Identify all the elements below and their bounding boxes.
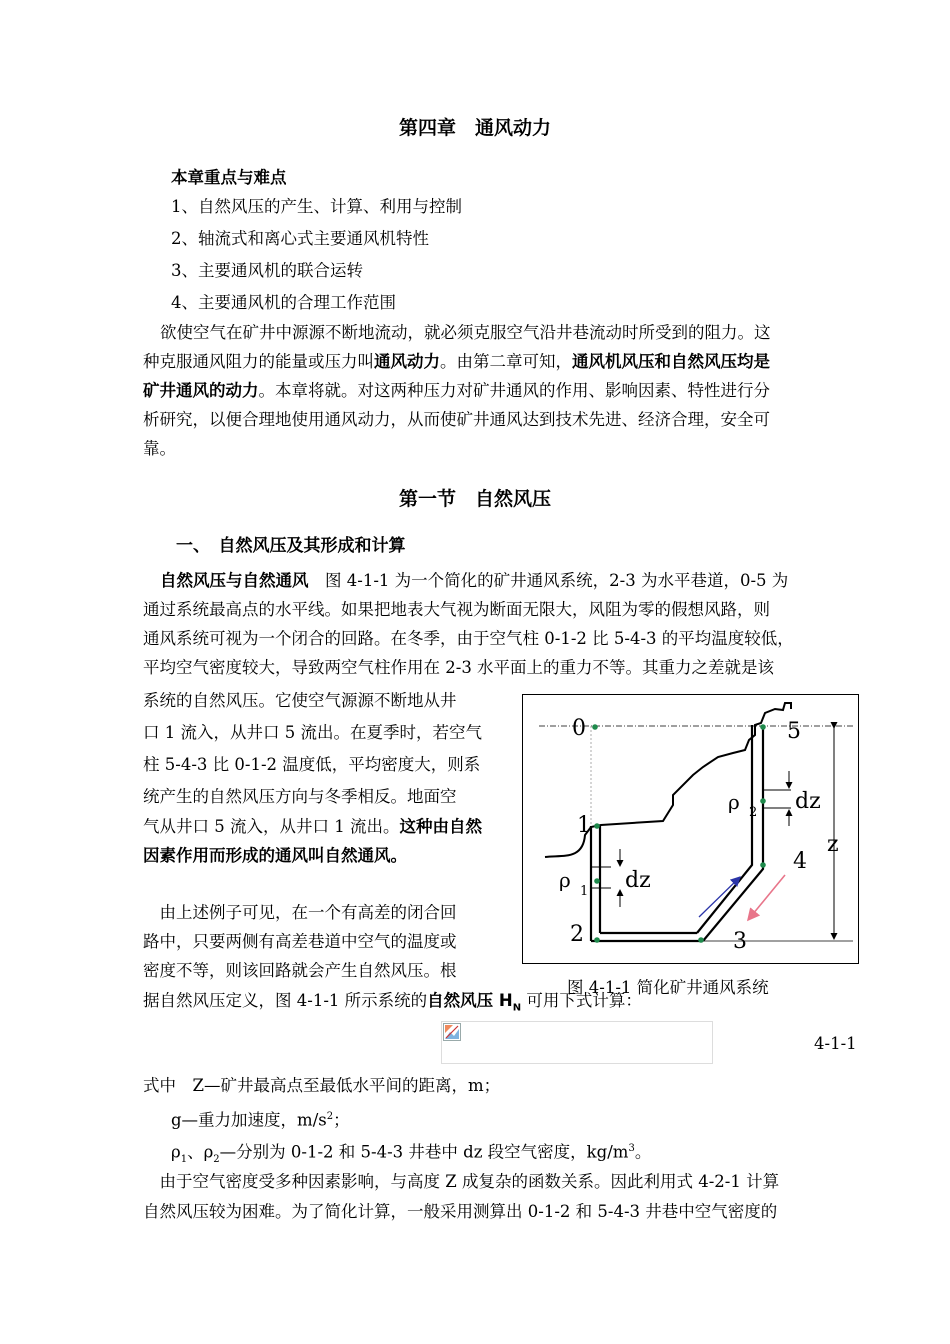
superscript: 2 (326, 1111, 334, 1122)
body-text: 图 4-1-1 为一个简化的矿井通风系统，2-3 为水平巷道，0-5 为 (308, 571, 789, 590)
body-line: 系统的自然风压。它使空气源源不断地从井 (143, 691, 457, 710)
label-2: 2 (570, 922, 584, 947)
body-line: 通过系统最高点的水平线。如果把地表大气视为断面无限大，风阻为零的假想风路，则 (143, 600, 770, 619)
label-dz-left: dz (625, 868, 651, 893)
intro-line: 靠。 (143, 439, 176, 458)
node-5 (760, 724, 766, 730)
body-line: 因素作用而形成的通风叫自然通风。 (143, 846, 407, 865)
node-rho1 (594, 878, 600, 884)
figure-caption: 图 4-1-1 简化矿井通风系统 (567, 978, 769, 997)
term-hn: 自然风压 H (427, 991, 513, 1010)
label-rho1-sub: 1 (580, 884, 589, 899)
label-4: 4 (793, 849, 807, 874)
label-rho2-sub: 2 (749, 805, 758, 820)
where-line: 式中 Z—矿井最高点至最低水平间的距离，m； (143, 1076, 501, 1095)
equation-number: 4-1-1 (814, 1034, 857, 1053)
return-shaft-outer (703, 725, 763, 941)
body-line (160, 566, 788, 595)
section-title: 第一节 自然风压 (398, 488, 551, 510)
node-rho2 (760, 798, 766, 804)
subscript: 2 (213, 1153, 220, 1165)
key-point-item: 2、轴流式和离心式主要通风机特性 (171, 229, 429, 248)
label-dz-right: dz (795, 789, 821, 814)
superscript: 3 (628, 1143, 635, 1154)
term-natural-ventilation: 自然风压与自然通风 (160, 571, 309, 590)
subsection-title: 一、 自然风压及其形成和计算 (176, 536, 406, 556)
intro-text: 。本章将就。对这两种压力对矿井通风的作用、影响因素、特性进行分 (258, 381, 770, 400)
intro-line: 欲使空气在矿井中源源不断地流动，就必须克服空气沿井巷流动时所受到的阻力。这 (160, 323, 771, 342)
body-text: 气从井口 5 流入，从井口 1 流出。 (143, 817, 400, 836)
intro-text: 种克服通风阻力的能量或压力叫 (143, 352, 374, 371)
intro-line (143, 376, 770, 405)
where-line (171, 1102, 350, 1135)
subscript: 1 (180, 1153, 188, 1165)
node-2 (594, 937, 600, 943)
body-line: 路中，只要两侧有高差巷道中空气的温度或 (143, 932, 457, 951)
body-line: 自然风压较为困难。为了简化计算，一般采用测算出 0-1-2 和 5-4-3 井巷中空气密度的 (143, 1202, 778, 1221)
equation-image (441, 1021, 713, 1064)
body-line: 密度不等，则该回路就会产生自然风压。根 (143, 961, 457, 980)
body-text: 据自然风压定义，图 4-1-1 所示系统的 (143, 991, 428, 1010)
where-text: ； (333, 1110, 350, 1130)
body-line: 平均空气密度较大，导致两空气柱作用在 2-3 水平面上的重力不等。其重力之差就是该 (143, 658, 775, 677)
where-text: g—重力加速度，m/s (171, 1110, 327, 1130)
intro-emphasis: 通风机风压和自然风压均是 (572, 352, 770, 371)
label-3: 3 (733, 929, 747, 954)
where-text: ρ (171, 1142, 181, 1162)
intro-text: 。由第二章可知， (440, 352, 572, 371)
broken-image-icon (443, 1023, 461, 1041)
key-point-item: 1、自然风压的产生、计算、利用与控制 (171, 197, 462, 216)
label-5: 5 (787, 719, 801, 744)
where-text: 。 (634, 1142, 652, 1162)
key-points-heading: 本章重点与难点 (171, 168, 287, 187)
intro-line (143, 347, 770, 376)
label-z: z (827, 832, 839, 857)
label-rho1: ρ (559, 868, 571, 892)
body-line (143, 812, 482, 841)
intake-flow-arrow (699, 877, 740, 917)
figure-diagram (523, 695, 860, 965)
body-line: 统产生的自然风压方向与冬季相反。地面空 (143, 787, 457, 806)
key-point-item: 4、主要通风机的合理工作范围 (171, 293, 396, 312)
where-text: 、ρ (187, 1142, 214, 1162)
body-line: 口 1 流入，从井口 5 流出。在夏季时，若空气 (143, 723, 482, 742)
node-1 (594, 823, 600, 829)
label-1: 1 (577, 813, 591, 838)
body-line: 柱 5-4-3 比 0-1-2 温度低，平均密度大，则系 (143, 755, 481, 774)
label-rho2: ρ (728, 790, 740, 814)
label-0: 0 (572, 716, 586, 741)
body-text: 可用下式计算： (521, 991, 642, 1010)
intro-emphasis: 通风动力 (374, 352, 440, 371)
node-3 (698, 937, 704, 943)
subscript: N (512, 1002, 522, 1014)
intro-emphasis: 矿井通风的动力 (143, 381, 259, 400)
body-emphasis: 这种由自然 (399, 817, 482, 836)
figure-mine-ventilation (522, 694, 859, 964)
body-line: 通风系统可视为一个闭合的回路。在冬季，由于空气柱 0-1-2 比 5-4-3 的平均温度较低， (143, 629, 794, 648)
body-line: 由于空气密度受多种因素影响，与高度 Z 成复杂的函数关系。因此利用式 4-2-1 计算 (143, 1172, 780, 1191)
chapter-title: 第四章 通风动力 (398, 117, 551, 139)
node-4 (760, 862, 766, 868)
where-text: —分别为 0-1-2 和 5-4-3 井巷中 dz 段空气密度，kg/m (219, 1142, 629, 1162)
key-point-item: 3、主要通风机的联合运转 (171, 261, 363, 280)
intro-line: 析研究，以便合理地使用通风动力，从而使矿井通风达到技术先进、经济合理，安全可 (143, 410, 770, 429)
node-0 (592, 724, 598, 730)
body-line: 由上述例子可见，在一个有高差的闭合回 (143, 903, 457, 922)
